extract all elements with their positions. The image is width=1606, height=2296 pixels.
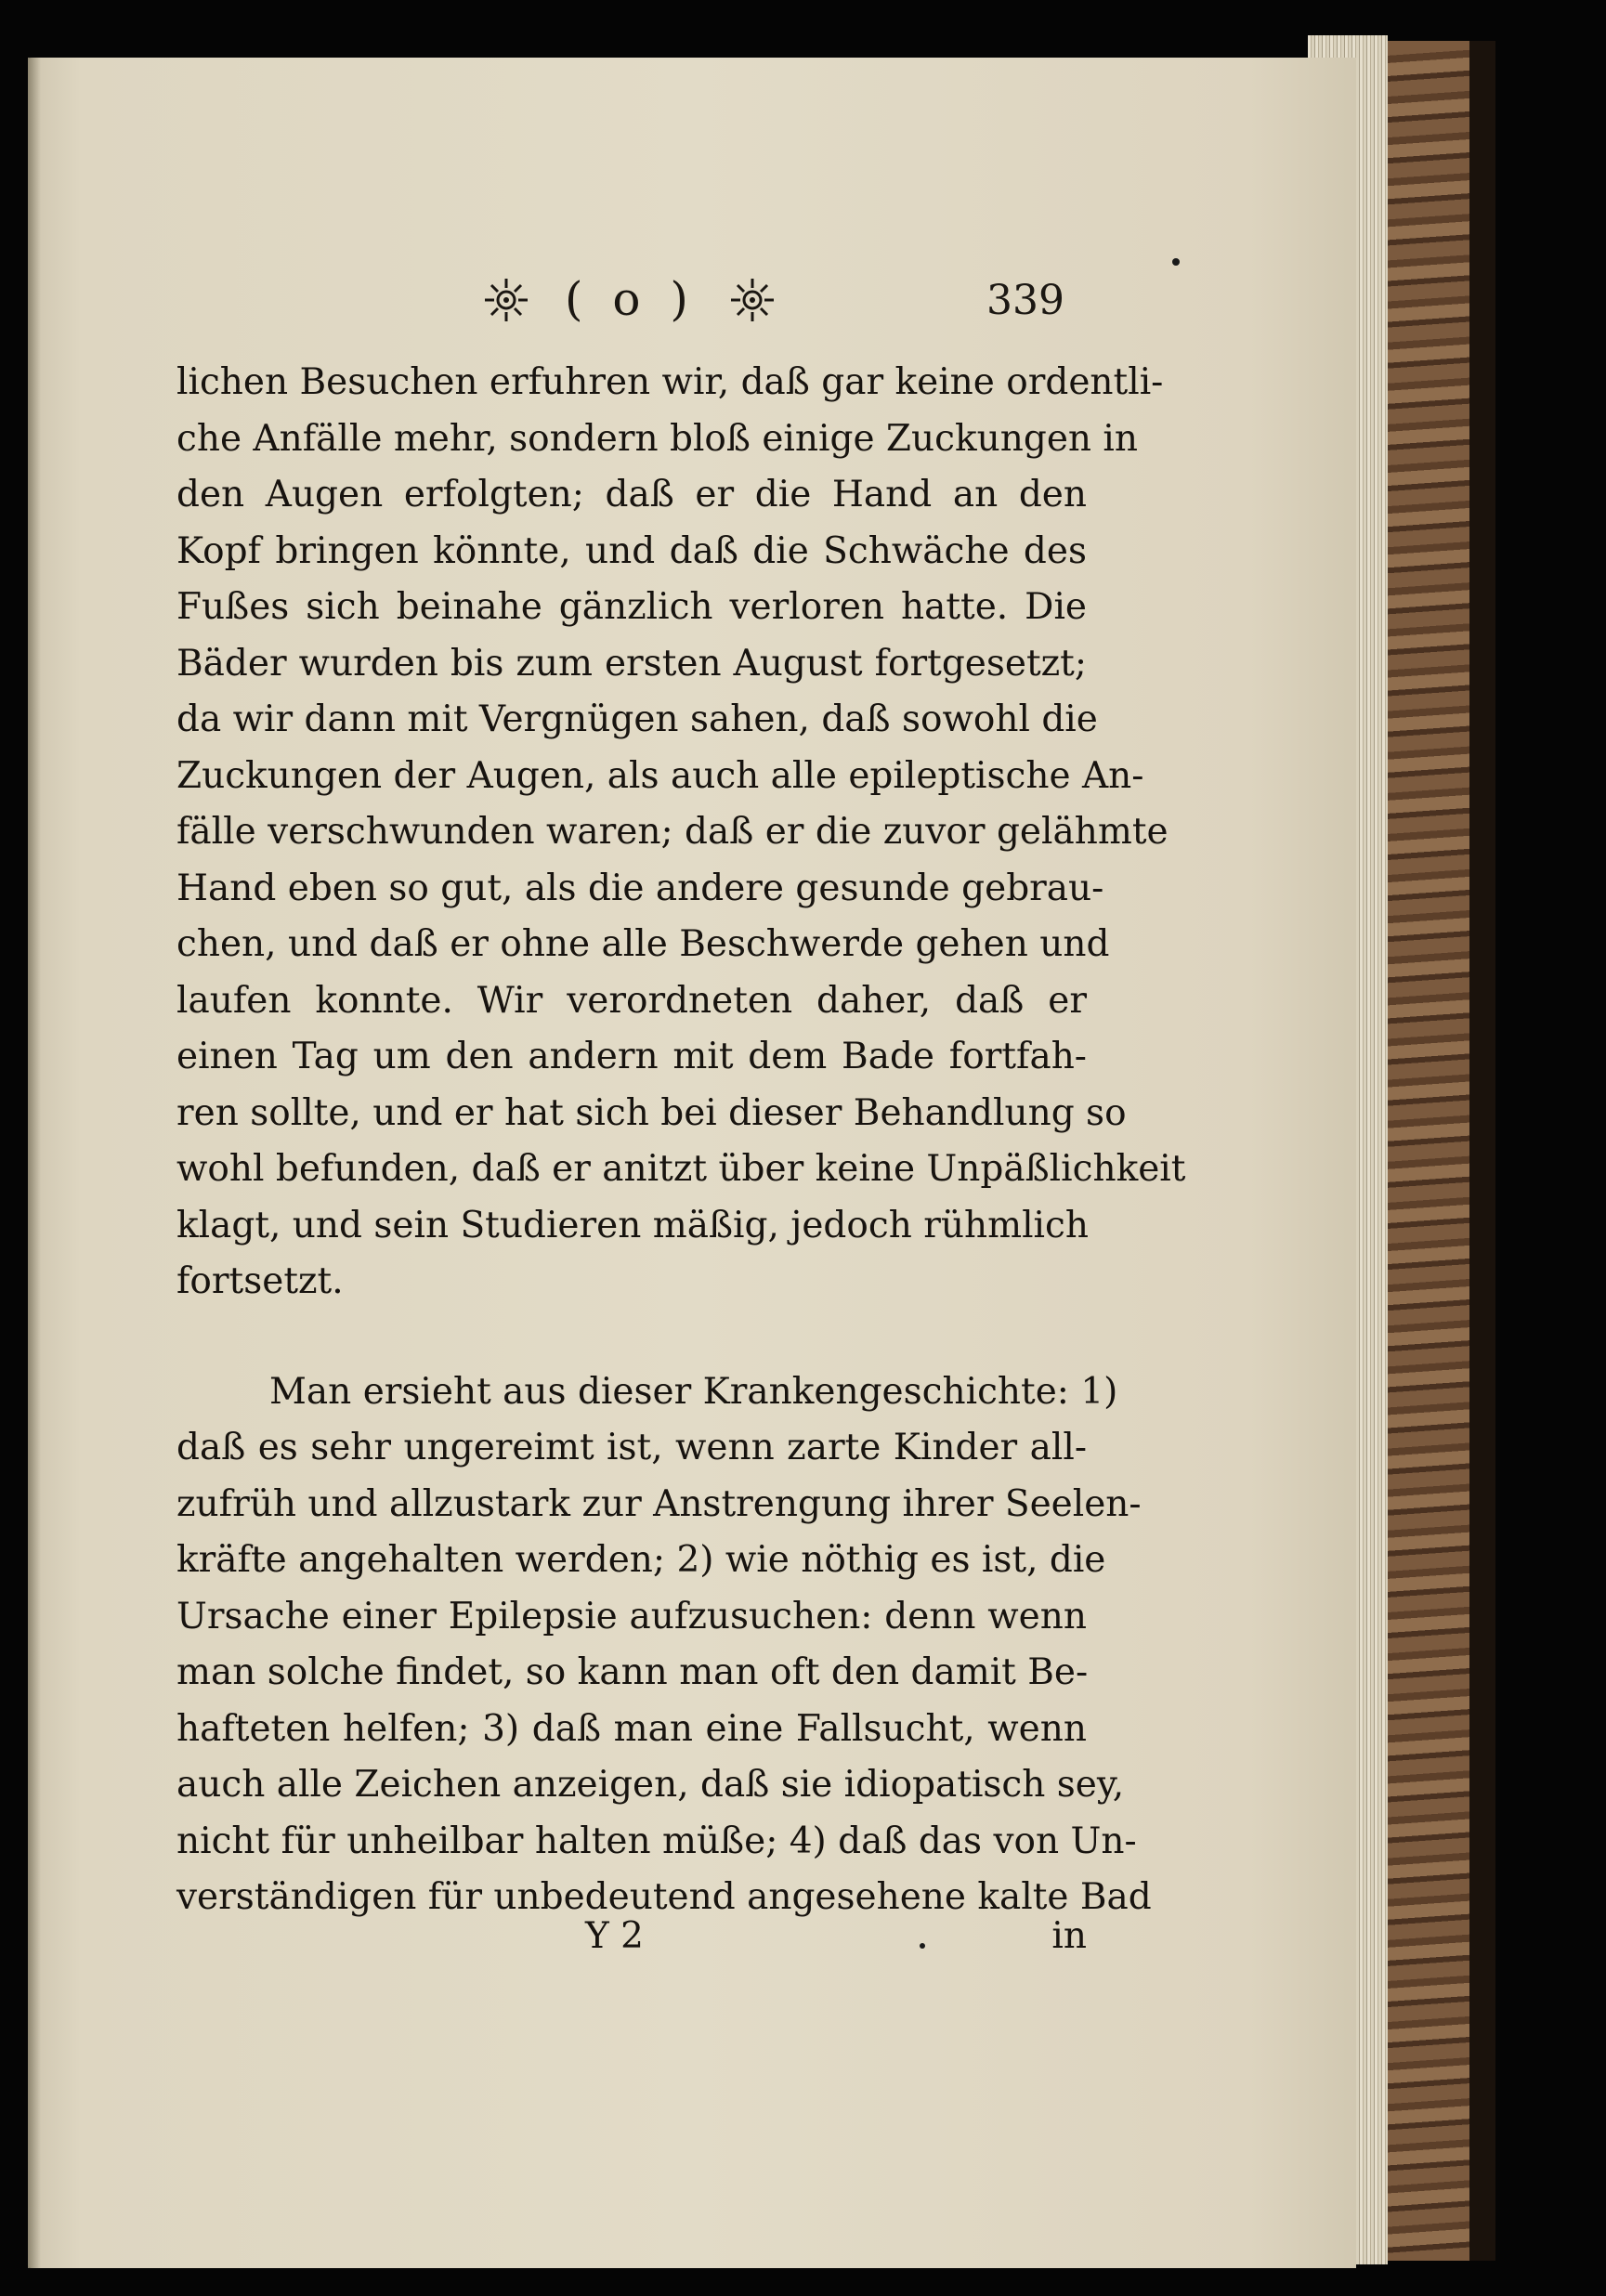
text-line: den Augen erfolgten; daß er die Hand an den (176, 474, 1087, 515)
book-cover-edge (1468, 41, 1495, 2261)
text-line: fälle verschwunden waren; daß er die zuvor gelähmte (176, 811, 1169, 853)
text-line: Bäder wurden bis zum ersten August fortgesetzt; (176, 642, 1087, 685)
text-line: Man ersieht aus dieser Krankengeschichte: 1) (269, 1370, 1118, 1413)
paragraph-gap (176, 1311, 1087, 1364)
text-line: nicht für unheilbar halten müße; 4) daß das von Un- (176, 1820, 1137, 1862)
spine-shadow (28, 58, 41, 2268)
ink-speck (1172, 258, 1180, 266)
text-line: Kopf bringen könnte, und daß die Schwäche des (176, 529, 1087, 572)
text-line: Fußes sich beinahe gänzlich verloren hatte. Die (176, 586, 1087, 628)
body-text (176, 355, 1186, 1926)
ornament-icon (729, 277, 776, 323)
text-line: wohl befunden, daß er anitzt über keine Unpäßlichkeit (176, 1148, 1186, 1190)
text-line: da wir dann mit Vergnügen sahen, daß sowohl die (176, 698, 1098, 740)
text-line: chen, und daß er ohne alle Beschwerde gehen und (176, 923, 1110, 965)
text-line: Zuckungen der Augen, als auch alle epileptische An- (176, 754, 1144, 797)
text-line: zufrüh und allzustark zur Anstrengung ihrer Seelen- (176, 1482, 1142, 1525)
header-center-mark: ( o ) (565, 272, 696, 326)
signature-mark: Y 2 (585, 1915, 644, 1957)
text-line: hafteten helfen; 3) daß man eine Fallsucht, wenn (176, 1707, 1087, 1750)
text-line: che Anfälle mehr, sondern bloß einige Zuckungen in (176, 417, 1139, 460)
page-footer (176, 1909, 1087, 1964)
ornament-icon (483, 277, 529, 323)
text-line: Ursache einer Epilepsie aufzusuchen: denn wenn (176, 1595, 1087, 1637)
text-line: man solche findet, so kann man oft den damit Be- (176, 1651, 1089, 1693)
text-line: auch alle Zeichen anzeigen, daß sie idiopatisch sey, (176, 1764, 1125, 1806)
text-line: lichen Besuchen erfuhren wir, daß gar keine ordentli- (176, 361, 1164, 403)
text-line: einen Tag um den andern mit dem Bade fortfah- (176, 1036, 1087, 1077)
text-line: kräfte angehalten werden; 2) wie nöthig es ist, die (176, 1539, 1106, 1581)
ink-speck (920, 1943, 925, 1949)
running-header (483, 269, 1096, 334)
page-number: 339 (986, 277, 1064, 324)
text-line: klagt, und sein Studieren mäßig, jedoch rühmlich (176, 1204, 1089, 1246)
text-line: daß es sehr ungereimt ist, wenn zarte Kinder all- (176, 1427, 1087, 1468)
text-line: Hand eben so gut, als die andere gesunde gebrau- (176, 867, 1104, 909)
text-line: fortsetzt. (176, 1260, 344, 1302)
catchword: in (1051, 1915, 1087, 1957)
text-line: verständigen für unbedeutend angesehene kalte Bad (176, 1876, 1152, 1918)
text-line: ren sollte, und er hat sich bei dieser Behandlung so (176, 1091, 1127, 1134)
text-line: laufen konnte. Wir verordneten daher, daß er (176, 979, 1087, 1022)
book-cover-marbled (1386, 41, 1469, 2261)
